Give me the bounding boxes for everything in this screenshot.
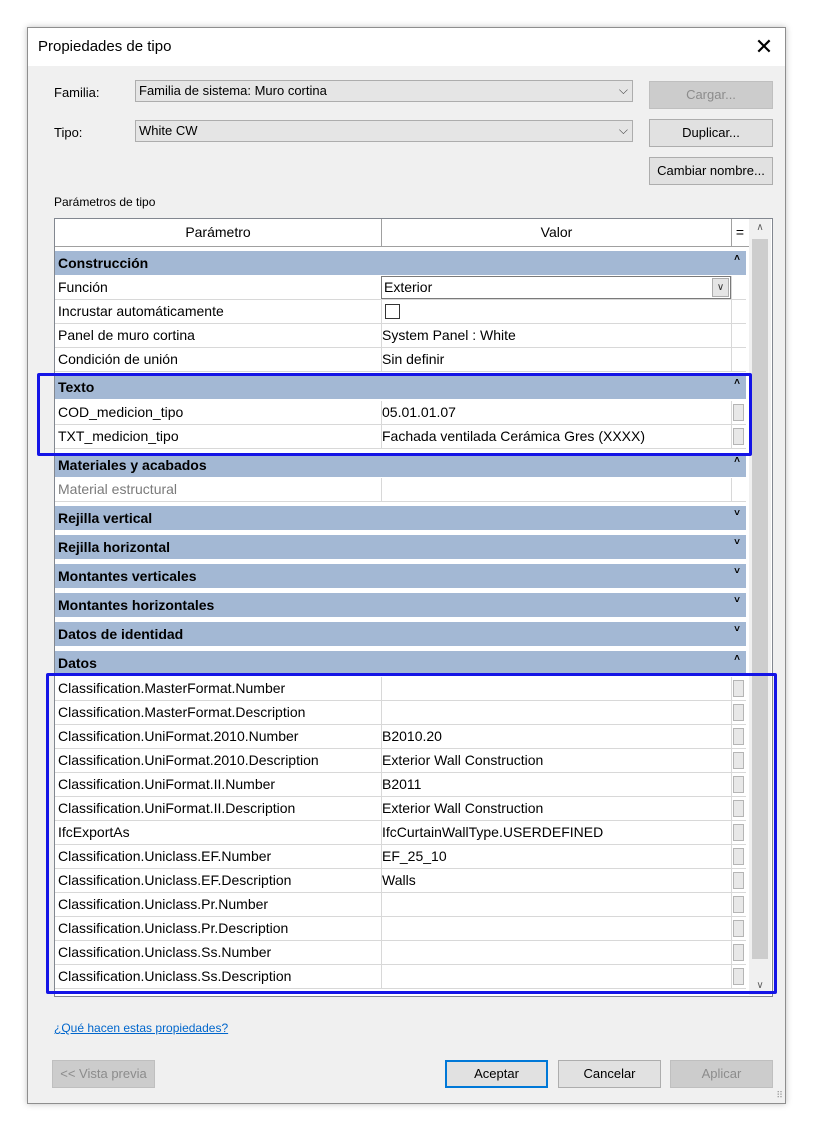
param-name: Incrustar automáticamente <box>58 303 224 319</box>
chevron-down-icon: ⌵ <box>618 83 628 97</box>
expand-icon[interactable]: ˅ <box>734 537 740 548</box>
table-row <box>55 478 746 502</box>
header-equals[interactable]: = <box>731 219 749 247</box>
group-label: Construcción <box>58 255 149 271</box>
param-name: Classification.UniFormat.II.Description <box>58 800 296 816</box>
group-label: Rejilla horizontal <box>58 539 171 555</box>
aceptar-button[interactable]: Aceptar <box>445 1060 548 1088</box>
dialog-title: Propiedades de tipo <box>38 38 172 55</box>
group-label: Montantes verticales <box>58 568 197 584</box>
group-label: Datos de identidad <box>58 626 184 642</box>
param-name: TXT_medicion_tipo <box>58 428 179 444</box>
close-icon[interactable]: ✕ <box>754 34 774 59</box>
expand-icon[interactable]: ˅ <box>734 508 740 519</box>
collapse-icon[interactable]: ˄ <box>734 253 740 264</box>
param-name: Material estructural <box>58 481 178 497</box>
group-rejilla-horizontal[interactable] <box>55 535 746 561</box>
param-value[interactable]: EF_25_10 <box>382 848 447 864</box>
param-name: Classification.Uniclass.Ss.Number <box>58 944 272 960</box>
param-name: Classification.UniFormat.2010.Description <box>58 752 319 768</box>
header-valor[interactable]: Valor <box>382 219 732 247</box>
cambiar-nombre-button[interactable]: Cambiar nombre... <box>649 157 773 185</box>
help-link[interactable]: ¿Qué hacen estas propiedades? <box>54 1021 229 1035</box>
param-name: Classification.Uniclass.Pr.Description <box>58 920 289 936</box>
param-name: Classification.Uniclass.EF.Description <box>58 872 292 888</box>
familia-value: Familia de sistema: Muro cortina <box>139 83 327 98</box>
collapse-icon[interactable]: ˄ <box>734 653 740 664</box>
param-name: Classification.Uniclass.EF.Number <box>58 848 272 864</box>
duplicar-button[interactable]: Duplicar... <box>649 119 773 147</box>
tipo-value: White CW <box>139 123 198 138</box>
chevron-down-icon[interactable]: ∨ <box>712 278 729 297</box>
familia-label: Familia: <box>54 85 100 100</box>
group-construccion[interactable] <box>55 251 746 277</box>
highlight-box-datos <box>46 673 777 994</box>
expand-icon[interactable]: ˅ <box>734 595 740 606</box>
param-name: IfcExportAs <box>58 824 130 840</box>
group-label: Texto <box>58 379 95 395</box>
param-value[interactable]: B2011 <box>382 776 422 792</box>
param-name: Classification.UniFormat.II.Number <box>58 776 276 792</box>
vista-previa-button[interactable]: << Vista previa <box>52 1060 155 1088</box>
param-value[interactable]: 05.01.01.07 <box>382 404 456 420</box>
familia-dropdown[interactable] <box>135 80 633 102</box>
incrustar-checkbox[interactable] <box>385 304 400 319</box>
group-label: Montantes horizontales <box>58 597 215 613</box>
param-value[interactable]: B2010.20 <box>382 728 442 744</box>
title-bar <box>28 28 785 66</box>
cargar-button[interactable]: Cargar... <box>649 81 773 109</box>
table-row <box>55 348 746 372</box>
param-value[interactable]: Sin definir <box>382 351 445 367</box>
param-name: COD_medicion_tipo <box>58 404 184 420</box>
param-name: Classification.MasterFormat.Number <box>58 680 286 696</box>
collapse-icon[interactable]: ˄ <box>734 455 740 466</box>
scroll-up-icon[interactable]: ∧ <box>756 222 764 233</box>
param-name: Classification.Uniclass.Pr.Number <box>58 896 269 912</box>
scroll-down-icon[interactable]: ∨ <box>756 980 764 991</box>
param-name: Panel de muro cortina <box>58 327 195 343</box>
group-label: Rejilla vertical <box>58 510 153 526</box>
table-row <box>55 276 746 300</box>
param-name: Classification.Uniclass.Ss.Description <box>58 968 292 984</box>
param-name: Condición de unión <box>58 351 178 367</box>
param-value[interactable]: System Panel : White <box>382 327 516 343</box>
param-value[interactable]: Exterior Wall Construction <box>382 800 544 816</box>
header-parametro[interactable]: Parámetro <box>55 219 382 247</box>
param-name: Classification.MasterFormat.Description <box>58 704 306 720</box>
param-value[interactable]: Walls <box>382 872 416 888</box>
param-value[interactable]: Exterior Wall Construction <box>382 752 544 768</box>
group-montantes-verticales[interactable] <box>55 564 746 590</box>
group-rejilla-vertical[interactable] <box>55 506 746 532</box>
table-row <box>55 324 746 348</box>
param-value[interactable]: IfcCurtainWallType.USERDEFINED <box>382 824 604 840</box>
param-value: Exterior <box>384 279 433 295</box>
expand-icon[interactable]: ˅ <box>734 566 740 577</box>
cancelar-button[interactable]: Cancelar <box>558 1060 661 1088</box>
aplicar-button[interactable]: Aplicar <box>670 1060 773 1088</box>
group-materiales[interactable] <box>55 453 746 479</box>
param-name: Función <box>58 279 108 295</box>
group-label: Datos <box>58 655 97 671</box>
highlight-box-texto <box>37 373 752 456</box>
chevron-down-icon: ⌵ <box>618 123 628 137</box>
funcion-dropdown[interactable] <box>381 276 731 299</box>
group-label: Materiales y acabados <box>58 457 207 473</box>
tipo-label: Tipo: <box>54 125 83 140</box>
collapse-icon[interactable]: ˄ <box>734 377 740 388</box>
table-row <box>55 300 746 324</box>
expand-icon[interactable]: ˅ <box>734 624 740 635</box>
param-value[interactable]: Fachada ventilada Cerámica Gres (XXXX) <box>382 428 645 444</box>
resize-grip-icon[interactable]: ⠿ <box>776 1090 783 1100</box>
group-montantes-horizontales[interactable] <box>55 593 746 619</box>
param-name: Classification.UniFormat.2010.Number <box>58 728 299 744</box>
section-label: Parámetros de tipo <box>54 195 156 209</box>
tipo-dropdown[interactable] <box>135 120 633 142</box>
group-datos-identidad[interactable] <box>55 622 746 648</box>
